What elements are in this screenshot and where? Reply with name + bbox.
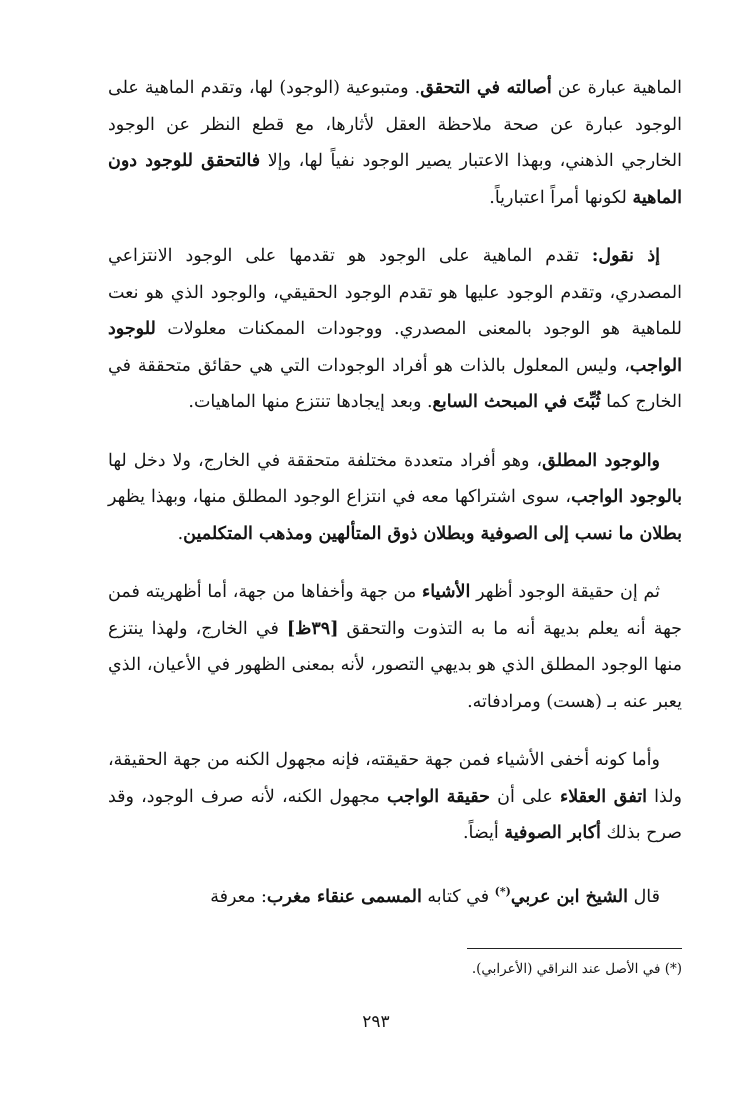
text-run: أيضاً. bbox=[462, 823, 505, 843]
bold-text: أصالته في التحقق bbox=[420, 78, 552, 98]
bold-text: الأشياء bbox=[421, 582, 471, 602]
text-run: مجهول الكنه، لأنه صرف الوجود، وقد صرح بذلك bbox=[108, 786, 682, 843]
text-run: ، سوى اشتراكها معه في انتزاع الوجود المطلق منها، وبهذا يظهر bbox=[108, 487, 572, 507]
footnote: (*) في الأصل عند النراقي (الأعرابي). bbox=[471, 961, 682, 977]
bold-text: اتفق العقلاء bbox=[559, 786, 647, 807]
bold-text: إذ نقول: bbox=[591, 246, 660, 266]
bold-text: والوجود المطلق bbox=[542, 450, 661, 471]
footnote-divider bbox=[467, 948, 682, 949]
bold-text: (*) bbox=[494, 884, 511, 898]
bold-text: بطلان ما نسب إلى الصوفية وبطلان ذوق المتألهين ومذهب المتكلمين bbox=[183, 523, 682, 544]
text-run: : معرفة bbox=[210, 886, 267, 907]
bold-text: أكابر الصوفية bbox=[504, 823, 601, 843]
text-run: ثم إن حقيقة الوجود أظهر bbox=[470, 582, 660, 602]
bold-text: المسمى عنقاء مغرب bbox=[266, 886, 422, 907]
bold-text: للوجود الواجب bbox=[108, 319, 682, 376]
text-run: . bbox=[177, 523, 184, 544]
paragraph-2 bbox=[108, 238, 682, 421]
text-run: ، وليس المعلول بالذات هو أفراد الوجودات التي هي حقائق متحققة في الخارج كما bbox=[108, 355, 682, 412]
paragraph-6 bbox=[108, 874, 682, 915]
paragraph-1 bbox=[108, 70, 682, 216]
text-run: على أن bbox=[489, 786, 560, 807]
text-run: من جهة وأخفاها من جهة، أما أظهريته فمن جهة أنه يعلم بديهة أنه ما به التذوت والتحقق bbox=[108, 582, 682, 639]
body-text bbox=[108, 70, 682, 915]
text-run: في الخارج، ولهذا ينتزع منها الوجود المطلق الذي هو بديهي التصور، لأنه بمعنى الظهور في الأعيان، الذي يعبر عنه بـ (هست) ومرادفاته. bbox=[108, 618, 682, 712]
text-run: الماهية عبارة عن bbox=[551, 78, 682, 98]
paragraph-5 bbox=[108, 742, 682, 852]
bold-text: حقيقة الواجب bbox=[387, 786, 490, 807]
text-run: لكونها أمراً اعتبارياً. bbox=[489, 187, 633, 208]
text-run: ، وهو أفراد متعددة مختلفة متحققة في الخارج، ولا دخل لها bbox=[108, 450, 543, 471]
paragraph-4 bbox=[108, 574, 682, 720]
text-run: وأما كونه أخفى الأشياء فمن جهة حقيقته، فإنه مجهول الكنه من جهة الحقيقة، ولذا bbox=[108, 750, 682, 807]
text-run: . وبعد إيجادها تنتزع منها الماهيات. bbox=[188, 392, 433, 412]
bold-text: الشيخ ابن عربي bbox=[510, 886, 629, 907]
page-number: ٢٩٣ bbox=[362, 1012, 390, 1032]
bold-text: [٣٩ظ] bbox=[286, 618, 339, 639]
bold-text: بالوجود الواجب bbox=[571, 487, 682, 507]
paragraph-3 bbox=[108, 443, 682, 553]
bold-text: ثُبِّتَ في المبحث السابع bbox=[432, 392, 601, 412]
text-run: في كتابه bbox=[421, 886, 495, 907]
bold-text: فالتحقق للوجود دون الماهية bbox=[108, 151, 682, 208]
text-run: قال bbox=[628, 886, 660, 907]
text-run: . ومتبوعية (الوجود) لها، وتقدم الماهية على الوجود عبارة عن صحة ملاحظة العقل لأثارها، مع قطع النظر عن الوجود الخارجي الذهني، وبهذا الاعتبار يصير الوجود نفياً لها، وإلا bbox=[108, 78, 683, 171]
text-run: تقدم الماهية على الوجود هو تقدمها على الوجود الانتزاعي المصدري، وتقدم الوجود عليها هو تقدم الوجود الحقيقي، والوجود الذي هو نعت للماهية هو الوجود بالمعنى المصدري. ووجودات الممكنات معلولات bbox=[108, 246, 682, 339]
